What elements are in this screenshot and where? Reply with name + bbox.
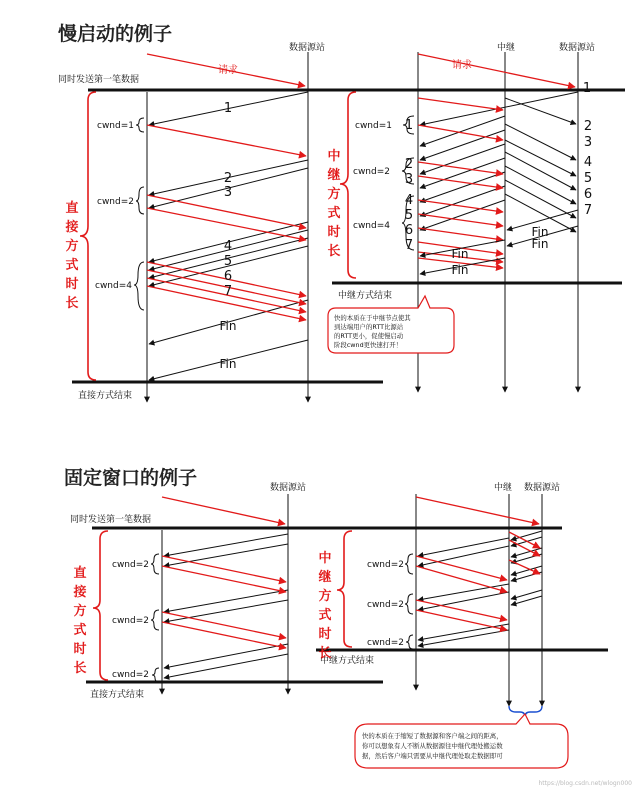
ss-relay-packet-label: 3 [583, 135, 593, 150]
ss-direct-brace-3 [134, 262, 144, 310]
ss-relay-data-arrow [420, 130, 505, 160]
ss-direct-packet-label: 2 [223, 171, 233, 186]
ss-relay-duration-label [327, 148, 340, 259]
ss-callout-line: 阶段cwnd更快速打开！ [334, 341, 402, 349]
ss-callout-line: 的RTT更小，促使慢启动 [334, 332, 404, 340]
vertical-char: 方 [327, 187, 341, 202]
fw-direct-duration-bracket [93, 531, 108, 680]
vertical-char: 长 [73, 661, 87, 676]
ss-relay-packet-label: 4 [583, 155, 593, 170]
fw-direct-brace-1 [151, 554, 159, 574]
ss-relay-ack-arrow [418, 162, 503, 174]
ss-relay-fwd-arrow [505, 98, 576, 124]
ss-direct-brace-2 [136, 187, 144, 214]
slow-start-relay-header: 中继 [497, 43, 516, 53]
fw-relay-cwnd-c: cwnd=2 [367, 638, 404, 648]
ss-callout-line: 快的本质在于中继节点使其 [334, 314, 411, 322]
ss-relay-ack-arrow [418, 228, 503, 240]
ss-relay-packet-label: 2 [583, 119, 593, 134]
fw-callout-line: 你可以想象有人不断从数据源往中继代理处搬运数 [362, 742, 503, 750]
ss-relay-fwd-arrow [505, 124, 576, 160]
fw-direct-cwnd-a: cwnd=2 [112, 560, 149, 570]
vertical-char: 接 [73, 585, 87, 600]
ss-relay-fwd-arrow [505, 166, 576, 204]
ss-relay-request-arrow [418, 54, 575, 87]
fixed-window-title: 固定窗口的例子 [64, 467, 198, 489]
vertical-char: 时 [65, 277, 79, 292]
ss-relay-cwnd4: cwnd=4 [353, 221, 390, 231]
fw-direct-duration-label [72, 565, 86, 676]
fw-relay-data-arrow [418, 584, 509, 600]
fw-direct-source-header: 数据源站 [270, 483, 307, 493]
fw-relay-ack-arrow [416, 556, 507, 580]
fw-relay-request-arrow [416, 497, 539, 524]
ss-relay-data-arrow [420, 92, 578, 125]
ss-direct-duration-bracket [80, 92, 96, 380]
watermark: https://blog.csdn.net/wlogn000 [538, 780, 632, 787]
fw-relay-ack-arrow [416, 610, 507, 630]
fw-direct-ack-arrow [162, 556, 286, 582]
fw-relay-brace-1 [405, 554, 413, 574]
slow-start-direct-source-header: 数据源站 [289, 43, 326, 53]
ss-relay-data-arrow [420, 200, 505, 230]
vertical-char: 接 [65, 220, 79, 235]
ss-relay-packet-label: 7 [583, 203, 593, 218]
fw-direct-ack-arrow [162, 566, 286, 592]
ss-relay-cwnd2: cwnd=2 [353, 167, 390, 177]
ss-callout-line: 到达端用户的RTT比源站 [334, 323, 404, 331]
fw-relay-source-header: 数据源站 [524, 483, 561, 493]
fw-direct-brace-3 [152, 668, 159, 682]
ss-relay-ack-arrow [418, 176, 503, 188]
ss-relay-packet-label: 1 [582, 81, 592, 96]
ss-direct-request-label: 请求 [218, 65, 238, 76]
ss-relay-cwnd1: cwnd=1 [355, 121, 392, 131]
vertical-char: 中 [327, 149, 341, 164]
vertical-char: 中 [318, 551, 332, 566]
ss-relay-packet-label: 2 [404, 157, 414, 172]
vertical-char: 式 [65, 258, 79, 273]
ss-direct-packet-label: 3 [223, 185, 233, 200]
vertical-char: 直 [73, 566, 87, 581]
vertical-char: 时 [327, 225, 341, 240]
ss-direct-duration-label [64, 200, 78, 311]
fw-direct-data-arrow [164, 534, 288, 556]
fw-callout-line: 据，然后客户端只需要从中继代理处取走数据即可 [362, 752, 503, 760]
ss-relay-data-arrow [420, 144, 505, 174]
ss-relay-packet-label: 3 [404, 172, 414, 187]
ss-relay-duration-bracket [340, 92, 356, 278]
fw-direct-cwnd-b: cwnd=2 [112, 616, 149, 626]
ss-relay-data-arrow [420, 116, 505, 146]
vertical-char: 长 [318, 646, 332, 661]
fw-direct-data-arrow [164, 544, 288, 566]
fw-relay-cwnd-a: cwnd=2 [367, 560, 404, 570]
fw-relay-ack-arrow [416, 600, 507, 620]
ss-relay-ack-arrow [418, 125, 503, 140]
ss-relay-packet-label: 5 [404, 208, 414, 223]
fw-relay-ack-src-arrow [509, 560, 540, 574]
fw-send-first-label: 同时发送第一笔数据 [70, 515, 152, 525]
ss-direct-ack-arrow [147, 208, 306, 240]
fw-relay-duration-label [318, 550, 331, 661]
fw-relay-data-arrow [418, 592, 509, 610]
ss-direct-packet-label: 5 [223, 254, 233, 269]
fw-relay-data-arrow [418, 538, 509, 556]
vertical-char: 式 [318, 608, 332, 623]
ss-direct-cwnd2: cwnd=2 [97, 197, 134, 207]
ss-relay-packet-label: 6 [583, 187, 593, 202]
fw-direct-cwnd-c: cwnd=2 [112, 670, 149, 680]
ss-direct-packet-label: 7 [223, 284, 233, 299]
ss-relay-data-arrow [420, 186, 505, 216]
ss-direct-ack-arrow [147, 125, 306, 156]
fw-relay-end-label: 中继方式结束 [320, 656, 375, 666]
slow-start-send-first-label: 同时发送第一笔数据 [58, 75, 140, 85]
slow-start-title: 慢启动的例子 [58, 23, 173, 45]
fw-direct-data-arrow [164, 600, 288, 622]
fw-direct-ack-arrow [162, 622, 286, 648]
fw-relay-data-arrow [418, 546, 509, 566]
fw-callout-text [362, 731, 503, 760]
fw-direct-ack-arrow [162, 612, 286, 638]
fw-relay-brace-2 [405, 594, 413, 614]
ss-relay-packet-label: 7 [404, 238, 414, 253]
vertical-char: 长 [65, 296, 79, 311]
fw-relay-duration-bracket [337, 531, 352, 647]
vertical-char: 方 [73, 604, 87, 619]
ss-relay-fin-label: Fin [451, 263, 469, 277]
ss-relay-fin-label: Fin [531, 225, 549, 239]
ss-direct-end-label: 直接方式结束 [78, 391, 133, 401]
ss-relay-fin-label: Fin [451, 247, 469, 261]
ss-relay-packet-label: 4 [404, 193, 414, 208]
ss-relay-packet-label: 1 [404, 118, 414, 133]
fw-relay-ack-arrow [416, 566, 507, 592]
vertical-char: 方 [318, 589, 332, 604]
ss-direct-packet-label: 6 [223, 269, 233, 284]
fw-direct-data-arrow [164, 590, 288, 612]
fw-direct-data-arrow [164, 644, 288, 668]
fw-relay-brace-3 [406, 635, 413, 649]
ss-relay-ack-arrow [418, 98, 503, 110]
ss-relay-end-label: 中继方式结束 [338, 291, 393, 301]
fw-direct-end-label: 直接方式结束 [90, 690, 145, 700]
fw-callout-line: 快的本质在于缩短了数据源和客户端之间的距离， [362, 732, 503, 740]
fw-relay-header: 中继 [494, 483, 513, 493]
slow-start-relay-source-header: 数据源站 [559, 43, 596, 53]
vertical-char: 式 [327, 206, 341, 221]
vertical-char: 方 [65, 239, 79, 254]
fw-direct-brace-2 [151, 610, 159, 630]
ss-direct-packet-label: Fin [219, 319, 237, 333]
ss-direct-packet-label: 4 [223, 239, 233, 254]
ss-relay-packet-label: 5 [583, 171, 593, 186]
ss-relay-packet-label: 6 [404, 223, 414, 238]
vertical-char: 长 [327, 244, 341, 259]
fw-relay-cwnd-b: cwnd=2 [367, 600, 404, 610]
vertical-char: 时 [73, 642, 87, 657]
fw-direct-data-arrow [164, 654, 288, 678]
fw-direct-request-arrow [162, 497, 285, 524]
ss-direct-cwnd4: cwnd=4 [95, 281, 132, 291]
ss-relay-fwd-arrow [505, 180, 576, 218]
ss-direct-brace-1 [136, 118, 144, 132]
vertical-char: 继 [318, 570, 332, 585]
ss-relay-fin-label: Fin [531, 237, 549, 251]
vertical-char: 时 [318, 627, 332, 642]
ss-direct-packet-label: Fin [219, 357, 237, 371]
vertical-char: 继 [327, 168, 341, 183]
vertical-char: 式 [73, 623, 87, 638]
vertical-char: 直 [65, 201, 79, 216]
ss-direct-packet-label: 1 [223, 101, 233, 116]
ss-direct-cwnd1: cwnd=1 [97, 121, 134, 131]
ss-relay-request-label: 请求 [452, 60, 472, 71]
